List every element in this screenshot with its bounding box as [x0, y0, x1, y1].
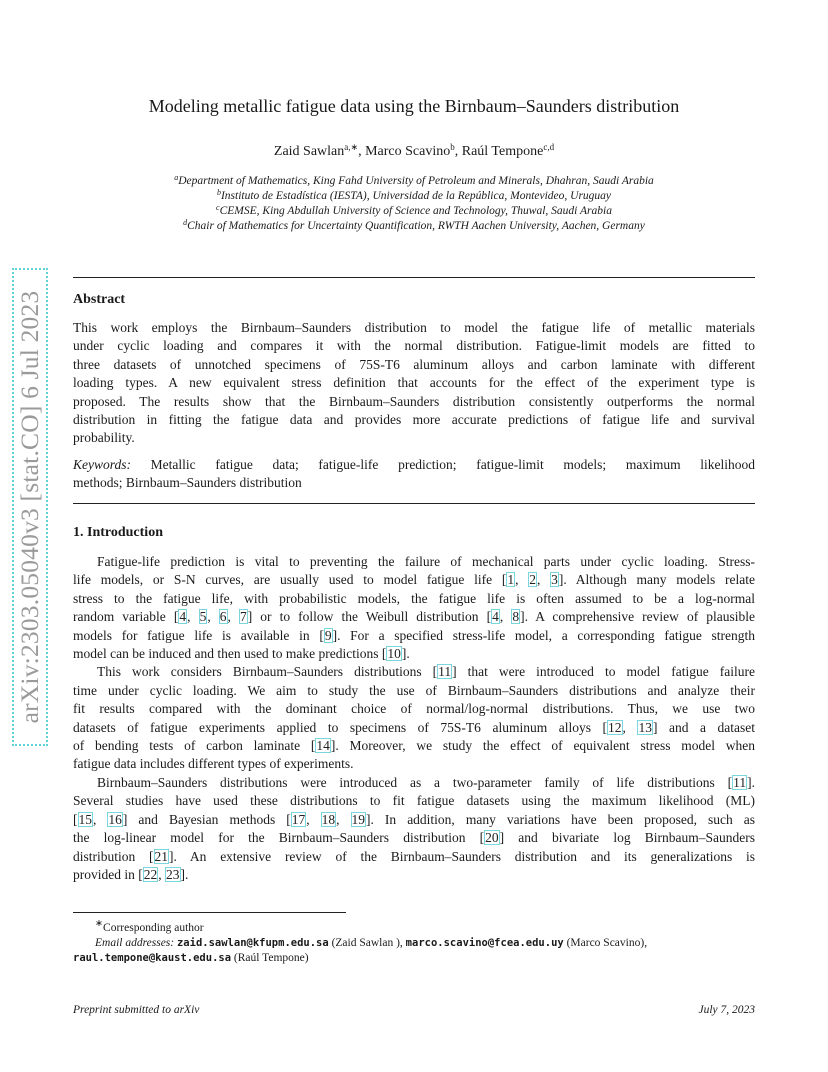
abstract-line: This work employs the Birnbaum–Saunders distribution to model the fatigue life of metallic materials — [73, 320, 755, 335]
affiliation-text: Department of Mathematics, King Fahd University of Petroleum and Minerals, Dhahran, Saudi Arabia — [178, 175, 654, 187]
introduction-line: provided in [22, 23]. — [73, 866, 189, 882]
introduction-line: random variable [4, 5, 6, 7] or to follow the Weibull distribution [4, 8]. A comprehensive review of plausible — [73, 609, 756, 625]
citation-link[interactable]: 1 — [507, 572, 515, 588]
email-address[interactable]: zaid.sawlan@kfupm.edu.sa — [176, 936, 329, 949]
introduction-line: the log-linear model for the Birnbaum–Saunders distribution [20] and bivariate log Birnbaum–Saunders — [73, 830, 755, 846]
arxiv-stamp — [12, 268, 48, 746]
footnote-emails: Email addresses: zaid.sawlan@kfupm.edu.sa (Zaid Sawlan ), marco.scavino@fcea.edu.uy (Marco Scavino), — [95, 936, 648, 949]
abstract-line: three datasets of unnotched specimens of 75S-T6 aluminum alloys and carbon laminate with different — [73, 356, 755, 372]
introduction-line: distribution [21]. An extensive review of the Birnbaum–Saunders distribution and its generalizations is — [73, 848, 756, 864]
keywords — [73, 456, 755, 493]
abstract-line: loading types. A new equivalent stress definition that accounts for the effect of the experiment type is — [73, 375, 755, 391]
citation-link[interactable]: 22 — [143, 866, 158, 882]
author-list — [0, 142, 828, 160]
author-affiliation-mark: a,∗ — [344, 142, 359, 152]
citation-link[interactable]: 21 — [154, 848, 169, 864]
citation-link[interactable]: 16 — [108, 811, 122, 827]
author-name: Marco Scavino — [365, 144, 451, 159]
citation-link[interactable]: 6 — [219, 609, 227, 625]
citation-link[interactable]: 11 — [438, 664, 452, 680]
author-name: Zaid Sawlan — [273, 144, 345, 159]
affiliation-text: CEMSE, King Abdullah University of Science and Technology, Thuwal, Saudi Arabia — [219, 205, 612, 217]
citation-link[interactable]: 10 — [387, 646, 401, 662]
affiliation-b — [0, 188, 828, 202]
citation-link[interactable]: 23 — [166, 866, 180, 882]
keywords-label: Keywords: — [73, 457, 131, 472]
citation-link[interactable]: 5 — [199, 609, 207, 625]
citation-link[interactable]: 8 — [512, 609, 520, 625]
abstract-line: distribution in fitting the fatigue data and provides more accurate predictions of fatigue life and survival — [73, 412, 755, 428]
citation-link[interactable]: 15 — [78, 811, 92, 827]
citation-link[interactable]: 20 — [485, 830, 499, 846]
affiliation-d — [0, 218, 828, 232]
rule-top — [73, 277, 755, 278]
citation-link[interactable]: 14 — [316, 738, 330, 754]
introduction-line: Several studies have used these distributions to fit fatigue datasets using the maximum likelihood (ML) — [73, 793, 755, 809]
footnote — [73, 916, 755, 966]
author-affiliation-mark: b — [450, 142, 455, 152]
keywords-line: methods; Birnbaum–Saunders distribution — [73, 475, 302, 491]
email-address[interactable]: marco.scavino@fcea.edu.uy — [405, 936, 564, 949]
affiliation-a — [0, 173, 828, 187]
introduction-heading: 1. Introduction — [73, 525, 163, 540]
arxiv-stamp-text: arXiv:2303.05040v3 [stat.CO] 6 Jul 2023 — [15, 290, 44, 724]
introduction-line: [15, 16] and Bayesian methods [17, 18, 19]. In addition, many variations have been proposed, such as — [73, 811, 756, 827]
citation-link[interactable]: 9 — [324, 627, 332, 643]
introduction-body — [73, 553, 755, 884]
abstract-heading: Abstract — [73, 292, 126, 307]
affiliation-text: Instituto de Estadística (IESTA), Universidad de la República, Montevideo, Uruguay — [220, 190, 612, 202]
email-address[interactable]: raul.tempone@kaust.edu.sa — [73, 951, 232, 964]
rule-bottom — [73, 503, 755, 504]
affiliation-mark: b — [216, 188, 221, 197]
footnote-emails-cont: raul.tempone@kaust.edu.sa (Raúl Tempone) — [73, 951, 309, 964]
email-label: Email addresses: — [95, 936, 177, 949]
citation-link[interactable]: 4 — [492, 609, 499, 625]
introduction-line: datasets of fatigue experiments applied to specimens of 75S-T6 aluminum alloys [12, 13] and a dataset — [73, 719, 755, 735]
affiliation-c — [0, 203, 828, 217]
abstract-line: under cyclic loading and compares it with the normal distribution. Fatigue-limit models are fitted to — [73, 338, 755, 354]
citation-link[interactable]: 19 — [351, 811, 366, 827]
introduction-line: This work considers Birnbaum–Saunders distributions [11] that were introduced to model fatigue failure — [97, 664, 755, 680]
introduction-line: stress to the fatigue life, with probabilistic models, the fatigue life is often assumed to be a log-normal — [73, 590, 755, 606]
author-separator: , — [454, 144, 462, 159]
paper-title: Modeling metallic fatigue data using the Birnbaum–Saunders distribution — [148, 96, 680, 116]
citation-link[interactable]: 7 — [239, 609, 247, 625]
introduction-line: life models, or S-N curves, are usually used to model fatigue life [1, 2, 3]. Although many models relate — [73, 572, 755, 588]
introduction-line: fit results compared with the dominant choice of normal/log-normal distributions. Thus, we use two — [73, 701, 755, 717]
introduction-line: models for fatigue life is available in [9]. For a specified stress-life model, a corresponding fatigue strength — [73, 627, 756, 643]
abstract-body — [73, 319, 755, 448]
introduction-line: Birnbaum–Saunders distributions were introduced as a two-parameter family of life distributions [11]. — [97, 774, 755, 790]
citation-link[interactable]: 11 — [733, 774, 747, 790]
citation-link[interactable]: 4 — [179, 609, 187, 625]
introduction-line: of bending tests of carbon laminate [14]. Moreover, we study the effect of equivalent stress model when — [73, 738, 755, 754]
footnote-mark: ∗ — [95, 918, 104, 929]
author-name: Raúl Tempone — [461, 144, 544, 159]
footnote-corresponding: ∗Corresponding author — [95, 918, 204, 934]
affiliation-text: Chair of Mathematics for Uncertainty Quantification, RWTH Aachen University, Aachen, Germany — [187, 220, 645, 232]
keywords-line: Keywords: Metallic fatigue data; fatigue-life prediction; fatigue-limit models; maximum likelihood — [73, 457, 755, 472]
introduction-line: model can be induced and then used to make predictions [10]. — [73, 646, 410, 662]
citation-link[interactable]: 12 — [608, 719, 622, 735]
author-separator: , — [358, 144, 366, 159]
abstract-line: proposed. The results show that the Birnbaum–Saunders distribution consistently outperforms the normal — [73, 393, 755, 409]
introduction-line: time under cyclic loading. We aim to study the use of Birnbaum–Saunders distributions and analyze their — [73, 682, 755, 698]
citation-link[interactable]: 17 — [291, 811, 306, 827]
affiliation-mark: c — [216, 203, 220, 212]
introduction-line: fatigue data includes different types of experiments. — [73, 756, 354, 772]
author-affiliation-mark: c,d — [543, 142, 555, 152]
footer-date: July 7, 2023 — [698, 1004, 755, 1016]
introduction-line: Fatigue-life prediction is vital to preventing the failure of mechanical parts under cyclic loading. Stress- — [97, 554, 755, 569]
citation-link[interactable]: 13 — [638, 719, 652, 735]
citation-link[interactable]: 18 — [321, 811, 336, 827]
abstract-line: probability. — [73, 430, 135, 446]
affiliation-mark: a — [174, 173, 179, 182]
citation-link[interactable]: 2 — [529, 572, 537, 588]
affiliation-mark: d — [183, 218, 188, 227]
citation-link[interactable]: 3 — [551, 572, 558, 588]
footnote-rule — [73, 912, 346, 913]
footer-preprint-note: Preprint submitted to arXiv — [73, 1004, 200, 1016]
